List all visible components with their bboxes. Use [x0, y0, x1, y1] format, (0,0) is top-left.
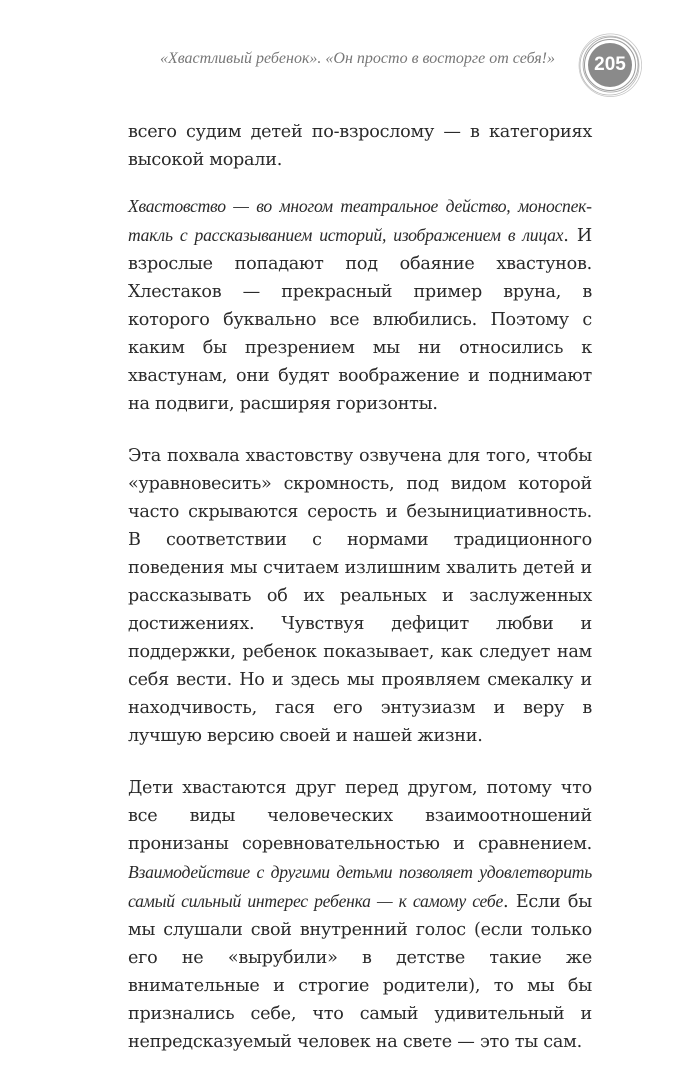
text-segment: Дети хвастаются друг перед другом, потому что все виды человеческих взаимоотношений пронизаны соревновательностью и сравнением. — [128, 778, 592, 854]
running-head: «Хвастливый ребенок». «Он просто в восторге от себя!» — [159, 50, 555, 67]
text-segment: . И взрослые попадают под обаяние хвастунов. Хлестаков — прекрасный пример вруна, в которого буквально все влюбились. Поэтому с каким бы презрением мы ни относились к хвастунам, они будят воображение и поднимают на подвиги, расширяя горизонты. — [128, 226, 592, 414]
paragraph-3 — [128, 442, 592, 750]
italic-segment: Хвастовство — во многом театральное действо, моноспектакль с рассказыванием историй, изображением в лицах — [128, 196, 592, 245]
paragraph-1 — [128, 118, 592, 174]
body-text — [128, 118, 592, 1080]
italic-segment: Взаимодействие с другими детьми позволяет удовлетворить самый сильный интерес ребенка — к самому себе — [128, 862, 592, 911]
text-segment: . Если бы мы слушали свой внутренний голос (если только его не «вырубили» в детстве такие же внимательные и строгие родители), то мы бы признались себе, что самый удивительный и непредсказуемый человек на свете — это ты сам. — [128, 892, 592, 1052]
paragraph-4 — [128, 774, 592, 1056]
text-segment: Эта похвала хвастовству озвучена для того, чтобы «уравновесить» скромность, под видом которой часто скрываются серость и безынициативность. В соответствии с нормами традиционного поведения мы считаем излишним хвалить детей и рассказывать об их реальных и заслуженных достижениях. Чувствуя дефицит любви и поддержки, ребенок показывает, как следует нам себя вести. Но и здесь мы проявляем смекалку и находчивость, гася его энтузиазм и веру в лучшую версию своей и нашей жизни. — [128, 446, 592, 746]
page-number: 205 — [594, 54, 626, 75]
text-segment: всего судим детей по-взрослому — в категориях высокой морали. — [128, 122, 592, 170]
page-number-badge — [577, 32, 643, 98]
paragraph-2 — [128, 192, 592, 418]
